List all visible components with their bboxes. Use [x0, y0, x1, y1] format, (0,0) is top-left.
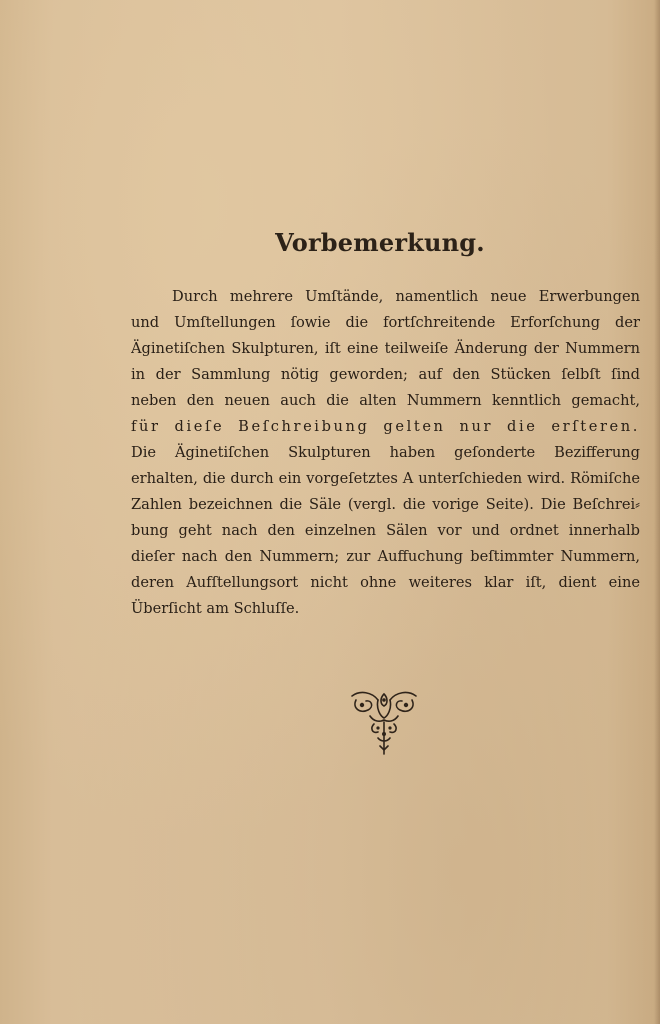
text-line: Überſicht am Schluſſe.	[131, 600, 300, 617]
text-line: für dieſe Beſchreibung gelten nur die erſteren.	[131, 418, 640, 435]
text-line: deren Aufſtellungsort nicht ohne weiteres klar iſt, dient eine	[131, 574, 640, 591]
text-line: dieſer nach den Nummern; zur Auffuchung beſtimmter Nummern,	[131, 548, 640, 565]
text-line: Zahlen bezeichnen die Säle (vergl. die vorige Seite). Die Beſchrei⸗	[131, 496, 640, 513]
page-edge-shadow	[654, 0, 660, 1024]
text-line: und Umſtellungen ſowie die fortſchreitende Erforſchung der	[131, 314, 640, 331]
page-title: Vorbemerkung.	[275, 228, 485, 257]
text-line: neben den neuen auch die alten Nummern kenntlich gemacht,	[131, 392, 640, 409]
text-line: bung geht nach den einzelnen Sälen vor und ordnet innerhalb	[131, 522, 640, 539]
text-line: Äginetiſchen Skulpturen, iſt eine teilweiſe Änderung der Nummern	[131, 340, 640, 357]
text-line: erhalten, die durch ein vorgeſetztes A unterſchieden wird. Römiſche	[131, 470, 640, 487]
text-line: in der Sammlung nötig geworden; auf den Stücken ſelbſt ſind	[131, 366, 640, 383]
preface-paragraph	[131, 284, 640, 622]
fleuron-ornament-icon	[348, 688, 420, 758]
text-line: Die Äginetiſchen Skulpturen haben geſonderte Bezifferung	[131, 444, 640, 461]
text-line: Durch mehrere Umſtände, namentlich neue Erwerbungen	[172, 288, 640, 305]
